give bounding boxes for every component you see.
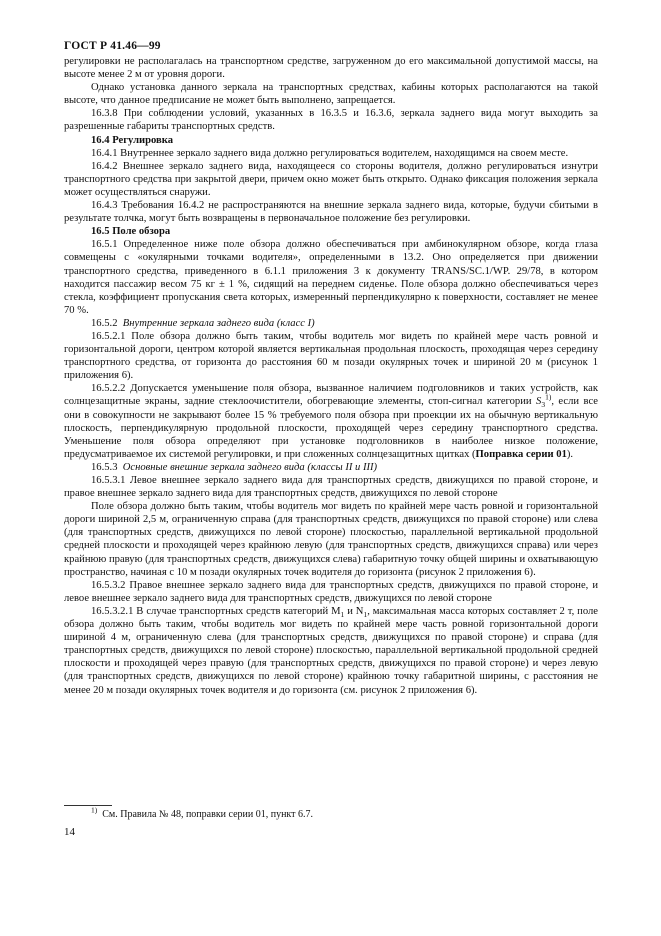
subsection-heading bbox=[64, 461, 598, 474]
subsection-title: Внутренние зеркала заднего вида (класс I) bbox=[122, 317, 315, 329]
paragraph: 16.4.3 Требования 16.4.2 не распространяются на внешние зеркала заднего вида, которые, будучи сбитыми в результате толчка, могут быть возвращены в первоначальное положение без регулировки. bbox=[64, 200, 598, 225]
document-body bbox=[64, 55, 598, 697]
footnote-mark: 1) bbox=[91, 805, 98, 815]
amendment-note: Поправка серии 01 bbox=[475, 448, 567, 460]
paragraph: Однако установка данного зеркала на транспортных средствах, кабины которых располагаются на такой высоте, что данное предписание не может быть выполнено, запрещается. bbox=[64, 82, 598, 107]
paragraph: 16.4.2 Внешнее зеркало заднего вида, находящееся со стороны водителя, должно регулироваться изнутри транспортного средства при закрытой двери, причем окно может быть открыто. Однако фиксация положения зеркала может осуществляться снаружи. bbox=[64, 160, 598, 198]
section-heading: 16.4 Регулировка bbox=[91, 134, 173, 146]
subsection-title: Основные внешние зеркала заднего вида (классы II и III) bbox=[122, 461, 378, 473]
paragraph: 16.5.3.2 Правое внешнее зеркало заднего вида для транспортных средств, движущихся по правой стороне, и левое внешнее зеркало заднего вида для транспортных средств, движущихся по левой стороне bbox=[64, 579, 598, 604]
footnote-text: См. Правила № 48, поправки серии 01, пункт 6.7. bbox=[102, 809, 314, 820]
section-heading: 16.5 Поле обзора bbox=[91, 226, 171, 238]
paragraph: 16.4.1 Внутреннее зеркало заднего вида должно регулироваться водителем, находящимся на своем месте. bbox=[91, 147, 569, 159]
paragraph: 16.5.2.1 Поле обзора должно быть таким, чтобы водитель мог видеть по крайней мере часть ровной и горизонтальной дороги, центром которой является вертикальная продольная плоскость, проходящая через середину транспортного средства, от горизонта до расстояния 60 м позади окулярных точек и шириной 20 м (рисунок 1 приложения 6). bbox=[64, 330, 598, 382]
paragraph: 16.5.3.1 Левое внешнее зеркало заднего вида для транспортных средств, движущихся по правой стороне, и правое внешнее зеркало заднего вида для транспортных средств, движущихся по левой стороне bbox=[64, 475, 598, 500]
page-number: 14 bbox=[64, 826, 75, 838]
document-header: ГОСТ Р 41.46—99 bbox=[64, 40, 161, 52]
footnote-reference: 1) bbox=[545, 392, 552, 402]
paragraph: 16.3.8 При соблюдении условий, указанных в 16.3.5 и 16.3.6, зеркала заднего вида могут выходить за разрешенные габариты транспортных средств. bbox=[64, 108, 598, 133]
footnote-divider bbox=[64, 805, 112, 806]
paragraph: 16.5.1 Определенное ниже поле обзора должно обеспечиваться при амбинокулярном обзоре, когда глаза совмещены с «окулярными точками водителя», определенными в 13.2. Оно определяется при движении транспортного средства, приведенного в 6.1.1 приложения 3 к документу TRANS/SC.1/WP. 29/78, в котором находится пассажир весом 75 кг ± 1 %, сидящий на переднем сиденье. Поле обзора должно обеспечиваться через стекла, коэффициент пропускания света которых, измеренный перпендикулярно к поверхности, составляет не менее 70 %. bbox=[64, 239, 598, 316]
footnote bbox=[91, 805, 598, 821]
paragraph: 16.5.2.2 Допускается уменьшение поля обзора, вызванное наличием подголовников и таких устройств, как солнцезащитные экраны, задние стеклоочистители, обогревающие элементы, стоп-сигнал категории $S_3^{1)}$, если все они в совокупности не закрывают более 15 % требуемого поля обзора при проекции их на обычную вертикальную плоскость, перпендикулярную продольной плоскости, проходящей через середину транспортного средства. Уменьшение поля обзора определяют при установке подголовников в наиболее низкое положение, предусматриваемое их системой регулировки, и при сложенных солнцезащитных щитках (Поправка серии 01). bbox=[64, 383, 598, 460]
subsection-heading bbox=[64, 317, 598, 330]
paragraph: 16.5.3.2.1 В случае транспортных средств категорий $M_1$ и $N_1$, максимальная масса которых составляет 2 т, поле обзора должно быть таким, чтобы водитель мог видеть по крайней мере часть ровной горизонтальной дороги шириной 4 м, ограниченную слева (для транспортных средств, движущихся по правой стороне) и справа (для транспортных средств, движущихся по левой стороне) плоскостью, параллельной вертикальной продольной средней плоскости и проходящей через правую (для транспортных средств, движущихся по правой стороне) и через левую (для транспортных средств, движущихся по левой стороне) крайнюю точку габаритной ширины, с расстояния не менее 20 м позади окулярных точек водителя и до горизонта (см. рисунок 2 приложения 6). bbox=[64, 605, 598, 696]
subsection-number: 16.5.3 bbox=[91, 461, 118, 473]
paragraph: регулировки не располагалась на транспортном средстве, загруженном до его максимальной допустимой массы, на высоте менее 2 м от уровня дороги. bbox=[64, 56, 598, 81]
paragraph: Поле обзора должно быть таким, чтобы водитель мог видеть по крайней мере часть ровной и горизонтальной дороги шириной 2,5 м, ограниченную справа (для транспортных средств, движущихся по правой стороне) или слева (для транспортных средств, движущихся по левой стороне) плоскостью, параллельной вертикальной продольной средней плоскости и проходящей через крайнюю левую (для транспортных средств, движущихся справа) или через крайнюю правую (для транспортных средств, движущихся слева) габаритную точку общей ширины и охватывающую пространство, начиная с 10 м позади окулярных точек водителя до горизонта (рисунок 2 приложения 6). bbox=[64, 501, 598, 578]
subsection-number: 16.5.2 bbox=[91, 317, 118, 329]
